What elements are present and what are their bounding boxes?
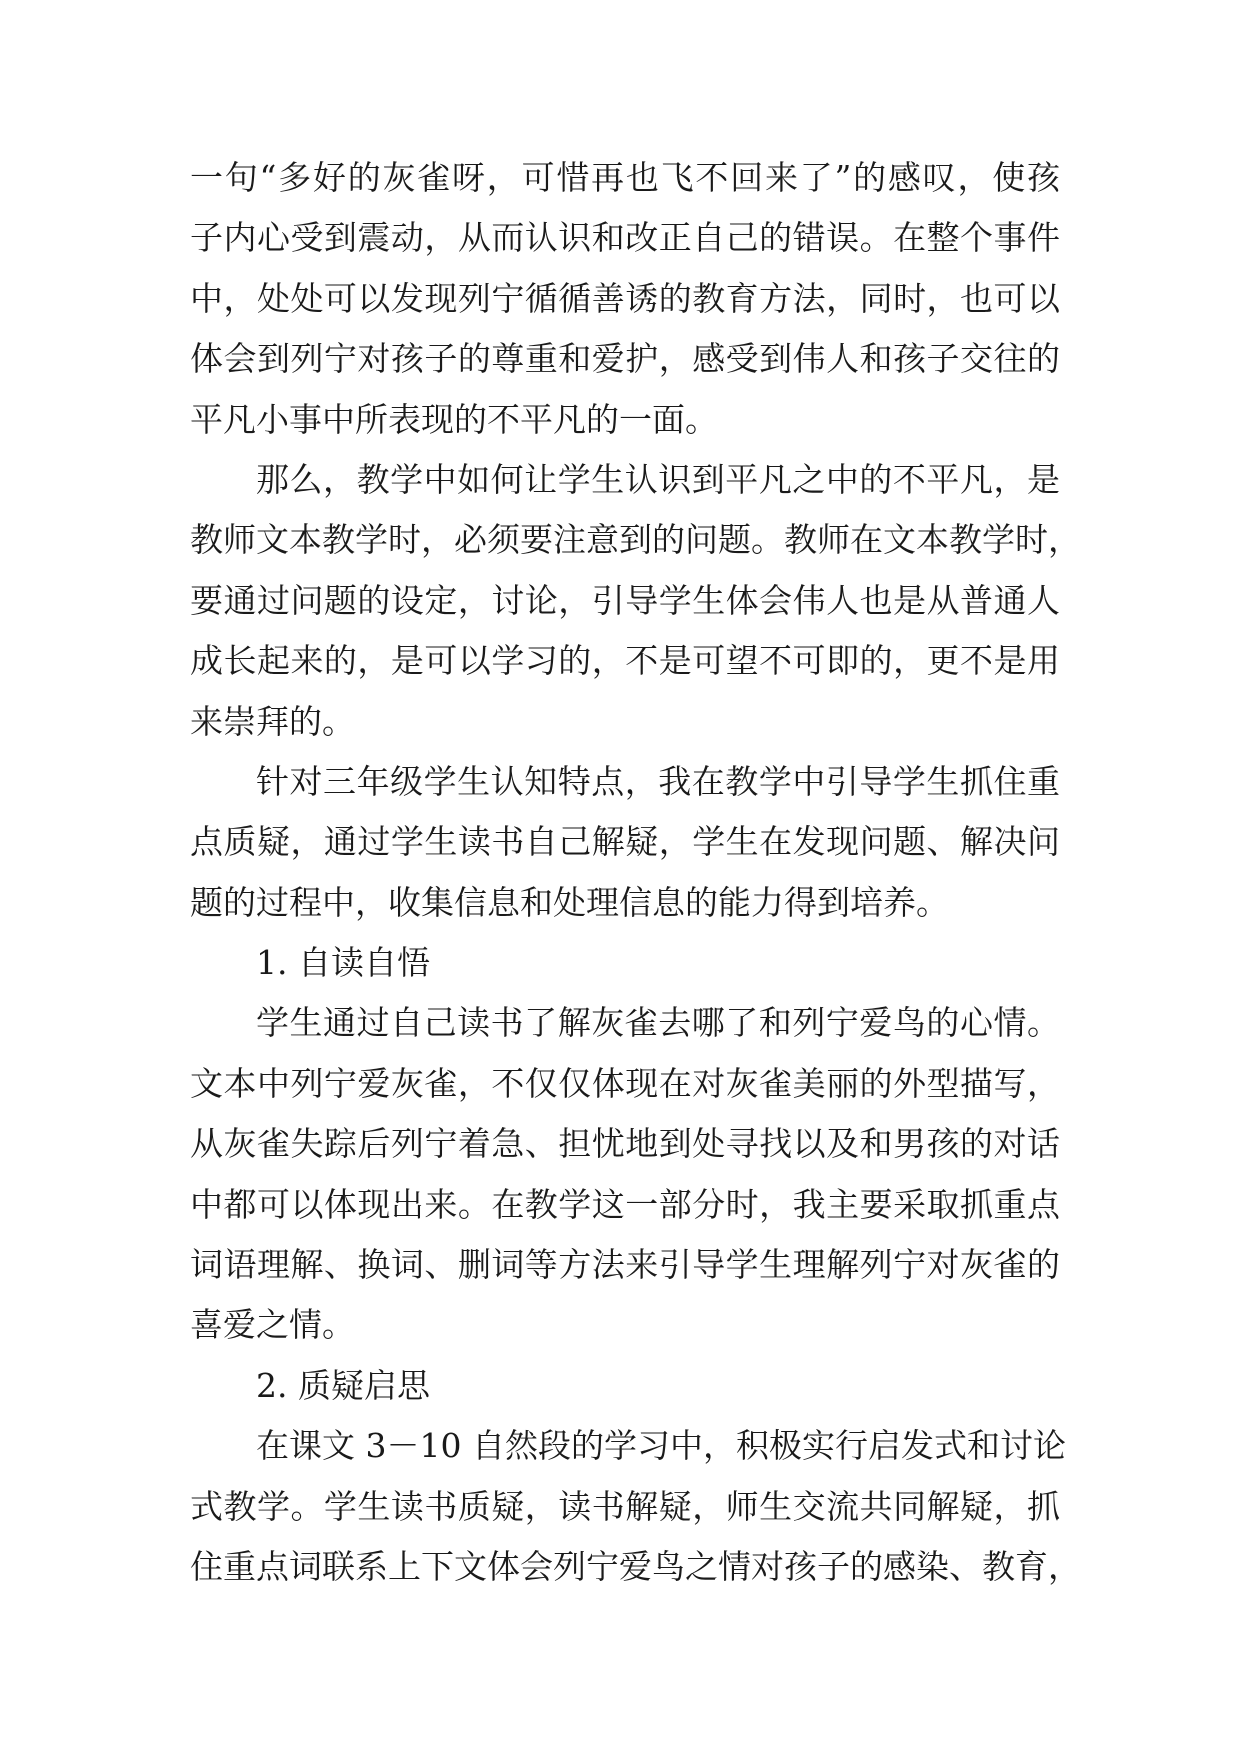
text-line: 体会到列宁对孩子的尊重和爱护，感受到伟人和孩子交往的 [190,339,1060,379]
text-line: 要通过问题的设定，讨论，引导学生体会伟人也是从普通人 [190,580,1060,620]
text-line: 式教学。学生读书质疑，读书解疑，师生交流共同解疑，抓 [190,1486,1060,1526]
text-line: 2. 质疑启思 [256,1365,430,1405]
text-line: 来崇拜的。 [190,701,355,741]
text-line: 题的过程中，收集信息和处理信息的能力得到培养。 [190,882,949,922]
text-line: 那么，教学中如何让学生认识到平凡之中的不平凡，是 [256,459,1060,499]
text-line: 教师文本教学时，必须要注意到的问题。教师在文本教学时， [190,520,1081,560]
text-line: 喜爱之情。 [190,1305,355,1345]
document-body [190,148,1081,1597]
text-line: 文本中列宁爱灰雀，不仅仅体现在对灰雀美丽的外型描写， [190,1063,1060,1103]
text-line: 子内心受到震动，从而认识和改正自己的错误。在整个事件 [190,218,1060,258]
text-line: 住重点词联系上下文体会列宁爱鸟之情对孩子的感染、教育， [190,1546,1081,1586]
text-line: 学生通过自己读书了解灰雀去哪了和列宁爱鸟的心情。 [256,1003,1060,1043]
text-line: 一句“多好的灰雀呀，可惜再也飞不回来了”的感叹，使孩 [190,158,1060,197]
text-line: 点质疑，通过学生读书自己解疑，学生在发现问题、解决问 [190,822,1060,862]
text-line: 针对三年级学生认知特点，我在教学中引导学生抓住重 [256,761,1060,801]
text-line: 1. 自读自悟 [256,943,430,983]
text-line: 在课文 3－10 自然段的学习中，积极实行启发式和讨论 [256,1426,1066,1466]
text-line: 中，处处可以发现列宁循循善诱的教育方法，同时，也可以 [190,278,1060,318]
text-line: 平凡小事中所表现的不平凡的一面。 [190,399,718,439]
text-line: 中都可以体现出来。在教学这一部分时，我主要采取抓重点 [190,1184,1060,1224]
text-line: 词语理解、换词、删词等方法来引导学生理解列宁对灰雀的 [190,1245,1060,1285]
text-line: 成长起来的，是可以学习的，不是可望不可即的，更不是用 [190,641,1060,681]
text-line: 从灰雀失踪后列宁着急、担忧地到处寻找以及和男孩的对话 [190,1124,1060,1164]
